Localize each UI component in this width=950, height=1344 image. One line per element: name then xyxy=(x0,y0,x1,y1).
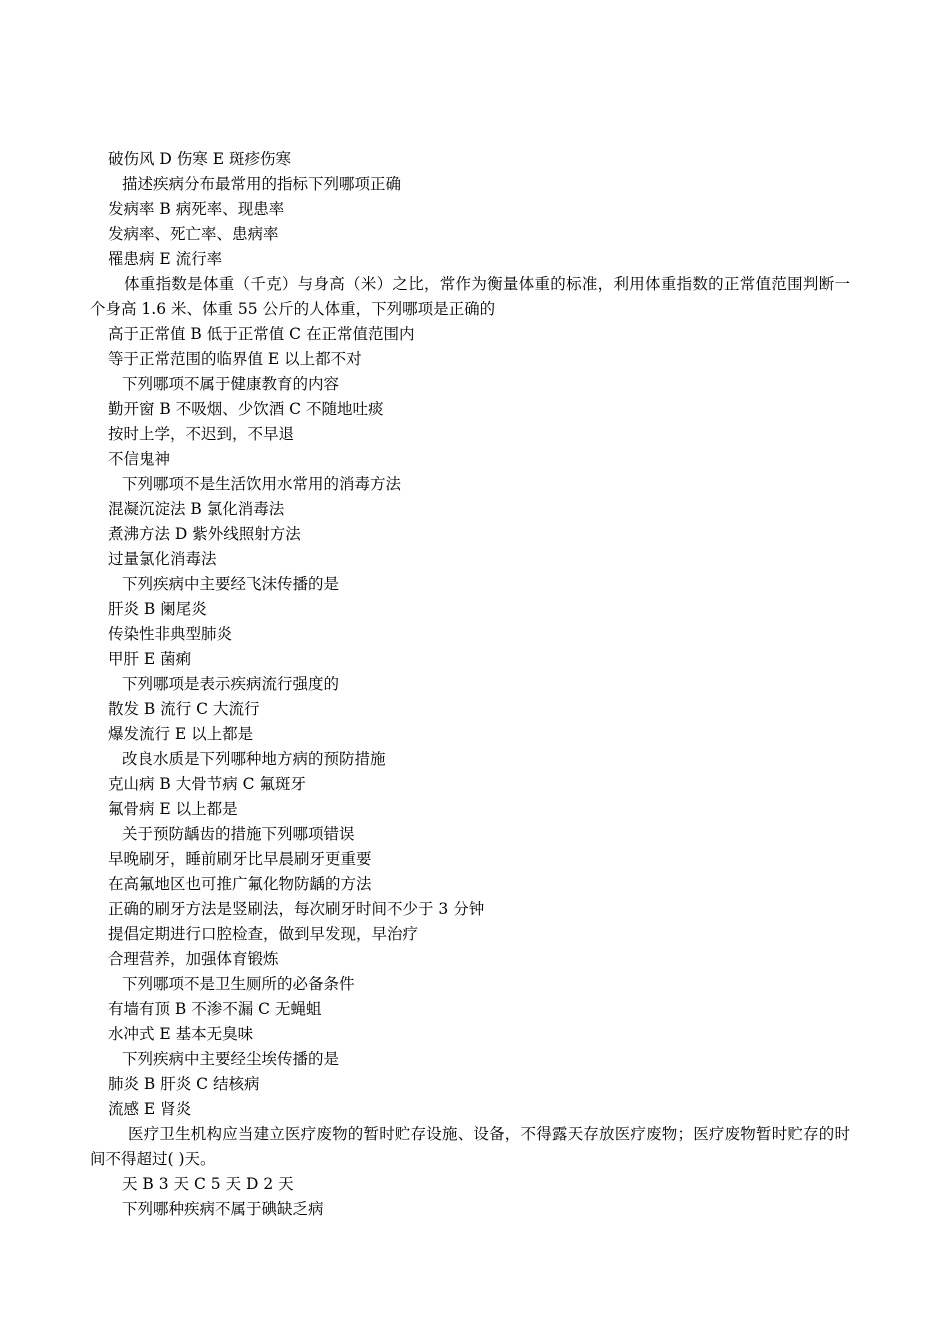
option-line: 肺炎 B 肝炎 C 结核病 xyxy=(108,1075,260,1093)
option-line: 甲肝 E 菌痢 xyxy=(108,650,192,668)
option-line: 煮沸方法 D 紫外线照射方法 xyxy=(108,525,301,543)
option-line: 罹患病 E 流行率 xyxy=(108,250,223,268)
option-line: 合理营养，加强体育锻炼 xyxy=(108,950,279,968)
question-line: 下列哪项是表示疾病流行强度的 xyxy=(122,675,340,693)
question-line: 下列哪项不属于健康教育的内容 xyxy=(122,375,340,393)
option-line: 高于正常值 B 低于正常值 C 在正常值范围内 xyxy=(108,325,415,343)
option-line: 克山病 B 大骨节病 C 氟斑牙 xyxy=(108,775,306,793)
question-line: 关于预防龋齿的措施下列哪项错误 xyxy=(122,825,355,843)
question-line: 下列哪种疾病不属于碘缺乏病 xyxy=(122,1200,324,1218)
option-line: 提倡定期进行口腔检查，做到早发现，早治疗 xyxy=(108,925,419,943)
option-line: 早晚刷牙，睡前刷牙比早晨刷牙更重要 xyxy=(108,850,372,868)
option-line: 混凝沉淀法 B 氯化消毒法 xyxy=(108,500,285,518)
option-line: 勤开窗 B 不吸烟、少饮酒 C 不随地吐痰 xyxy=(108,400,384,418)
option-line: 散发 B 流行 C 大流行 xyxy=(108,700,260,718)
question-paragraph: 体重指数是体重（千克）与身高（米）之比，常作为衡量体重的标准，利用体重指数的正常值范围判断一个身高 1.6 米、体重 55 公斤的人体重，下列哪项是正确的 xyxy=(90,275,850,318)
option-line: 发病率、死亡率、患病率 xyxy=(108,225,279,243)
option-line: 爆发流行 E 以上都是 xyxy=(108,725,254,743)
option-line: 天 B 3 天 C 5 天 D 2 天 xyxy=(122,1175,294,1193)
option-line: 有墙有顶 B 不渗不漏 C 无蝇蛆 xyxy=(108,1000,322,1018)
option-line: 水冲式 E 基本无臭味 xyxy=(108,1025,254,1043)
option-line: 传染性非典型肺炎 xyxy=(108,625,233,643)
question-paragraph: 医疗卫生机构应当建立医疗废物的暂时贮存设施、设备，不得露天存放医疗废物；医疗废物暂时贮存的时间不得超过( )天。 xyxy=(90,1125,850,1168)
option-line: 氟骨病 E 以上都是 xyxy=(108,800,238,818)
option-line: 正确的刷牙方法是竖刷法，每次刷牙时间不少于 3 分钟 xyxy=(108,900,485,918)
question-line: 下列哪项不是生活饮用水常用的消毒方法 xyxy=(122,475,402,493)
question-line: 描述疾病分布最常用的指标下列哪项正确 xyxy=(122,175,402,193)
option-line: 过量氯化消毒法 xyxy=(108,550,217,568)
option-line: 破伤风 D 伤寒 E 斑疹伤寒 xyxy=(108,150,291,168)
option-line: 肝炎 B 阑尾炎 xyxy=(108,600,207,618)
question-line: 下列疾病中主要经飞沫传播的是 xyxy=(122,575,340,593)
question-line: 下列哪项不是卫生厕所的必备条件 xyxy=(122,975,355,993)
question-line: 改良水质是下列哪种地方病的预防措施 xyxy=(122,750,386,768)
option-line: 流感 E 肾炎 xyxy=(108,1100,192,1118)
question-line: 下列疾病中主要经尘埃传播的是 xyxy=(122,1050,340,1068)
option-line: 等于正常范围的临界值 E 以上都不对 xyxy=(108,350,362,368)
option-line: 在高氟地区也可推广氟化物防龋的方法 xyxy=(108,875,372,893)
option-line: 按时上学，不迟到，不早退 xyxy=(108,425,295,443)
option-line: 发病率 B 病死率、现患率 xyxy=(108,200,285,218)
option-line: 不信鬼神 xyxy=(108,450,171,468)
document-body xyxy=(90,147,850,1222)
